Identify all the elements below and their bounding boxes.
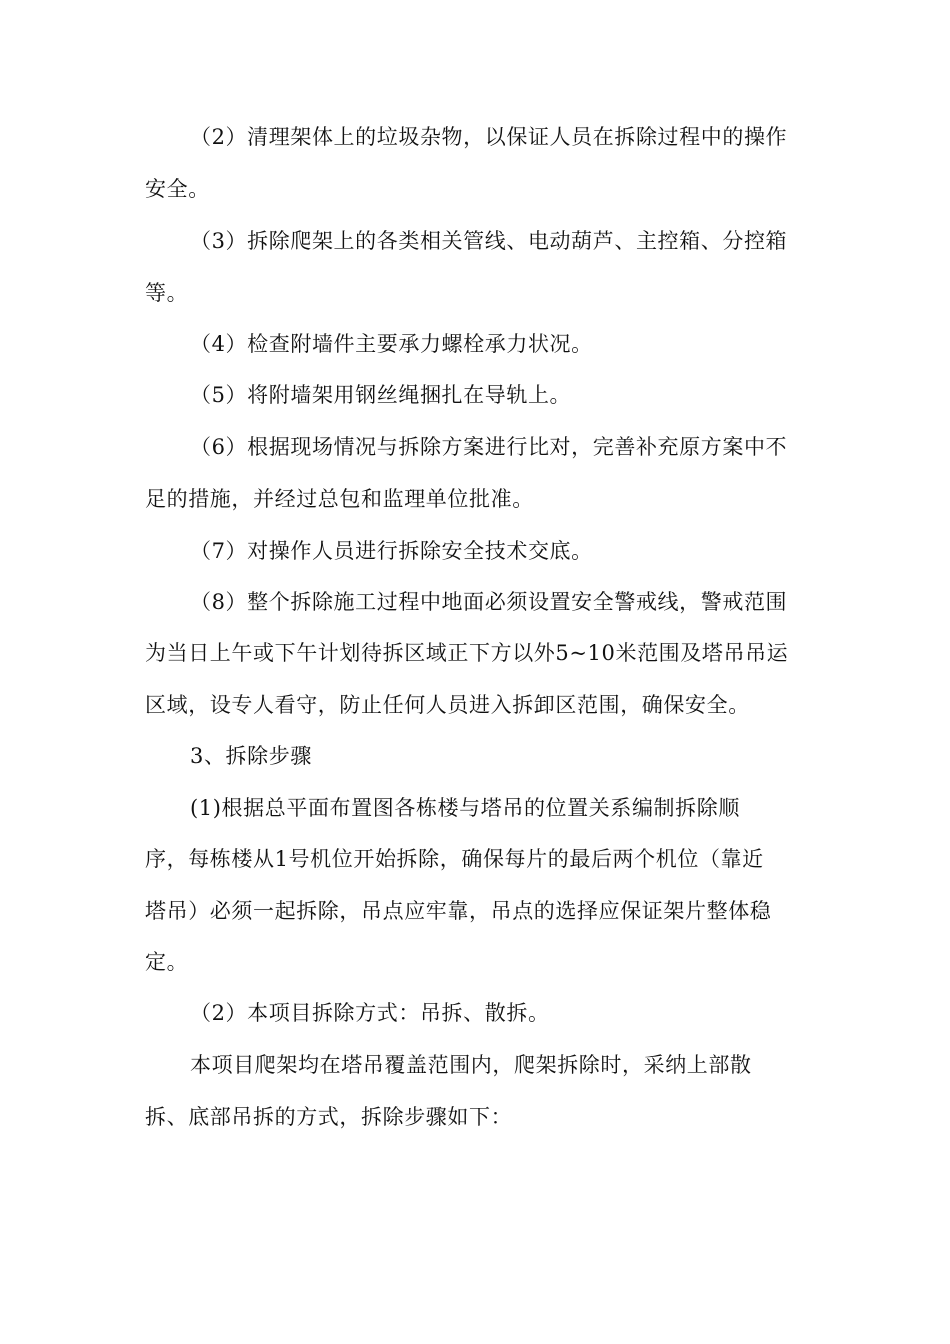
paragraph-line: （2）清理架体上的垃圾杂物，以保证人员在拆除过程中的操作 — [190, 125, 788, 149]
paragraph-line: 安全。 — [145, 177, 210, 201]
paragraph-line: （2）本项目拆除方式：吊拆、散拆。 — [190, 1001, 550, 1025]
paragraph-line: 塔吊）必须一起拆除，吊点应牢靠，吊点的选择应保证架片整体稳 — [145, 899, 772, 923]
paragraph-line: （6）根据现场情况与拆除方案进行比对，完善补充原方案中不 — [190, 435, 788, 459]
paragraph-line: 定。 — [145, 950, 189, 974]
paragraph-line: 区域，设专人看守，防止任何人员进入拆卸区范围，确保安全。 — [145, 693, 750, 717]
paragraph-line: （3）拆除爬架上的各类相关管线、电动葫芦、主控箱、分控箱 — [190, 229, 788, 253]
paragraph-line: （8）整个拆除施工过程中地面必须设置安全警戒线，警戒范围 — [190, 590, 788, 614]
paragraph-line: 足的措施，并经过总包和监理单位批准。 — [145, 487, 534, 511]
paragraph-line: 拆、底部吊拆的方式，拆除步骤如下： — [145, 1105, 513, 1129]
paragraph-line: （4）检查附墙件主要承力螺栓承力状况。 — [190, 332, 593, 356]
paragraph-line: 序，每栋楼从1号机位开始拆除，确保每片的最后两个机位（靠近 — [145, 847, 764, 871]
paragraph-line: (1)根据总平面布置图各栋楼与塔吊的位置关系编制拆除顺 — [190, 796, 740, 820]
section-heading: 3、拆除步骤 — [190, 744, 312, 768]
paragraph-line: （5）将附墙架用钢丝绳捆扎在导轨上。 — [190, 383, 572, 407]
paragraph-line: 本项目爬架均在塔吊覆盖范围内，爬架拆除时，采纳上部散 — [190, 1053, 752, 1077]
paragraph-line: （7）对操作人员进行拆除安全技术交底。 — [190, 539, 593, 563]
paragraph-line: 等。 — [145, 281, 189, 305]
paragraph-line: 为当日上午或下午计划待拆区域正下方以外5~10米范围及塔吊吊运 — [145, 641, 789, 665]
